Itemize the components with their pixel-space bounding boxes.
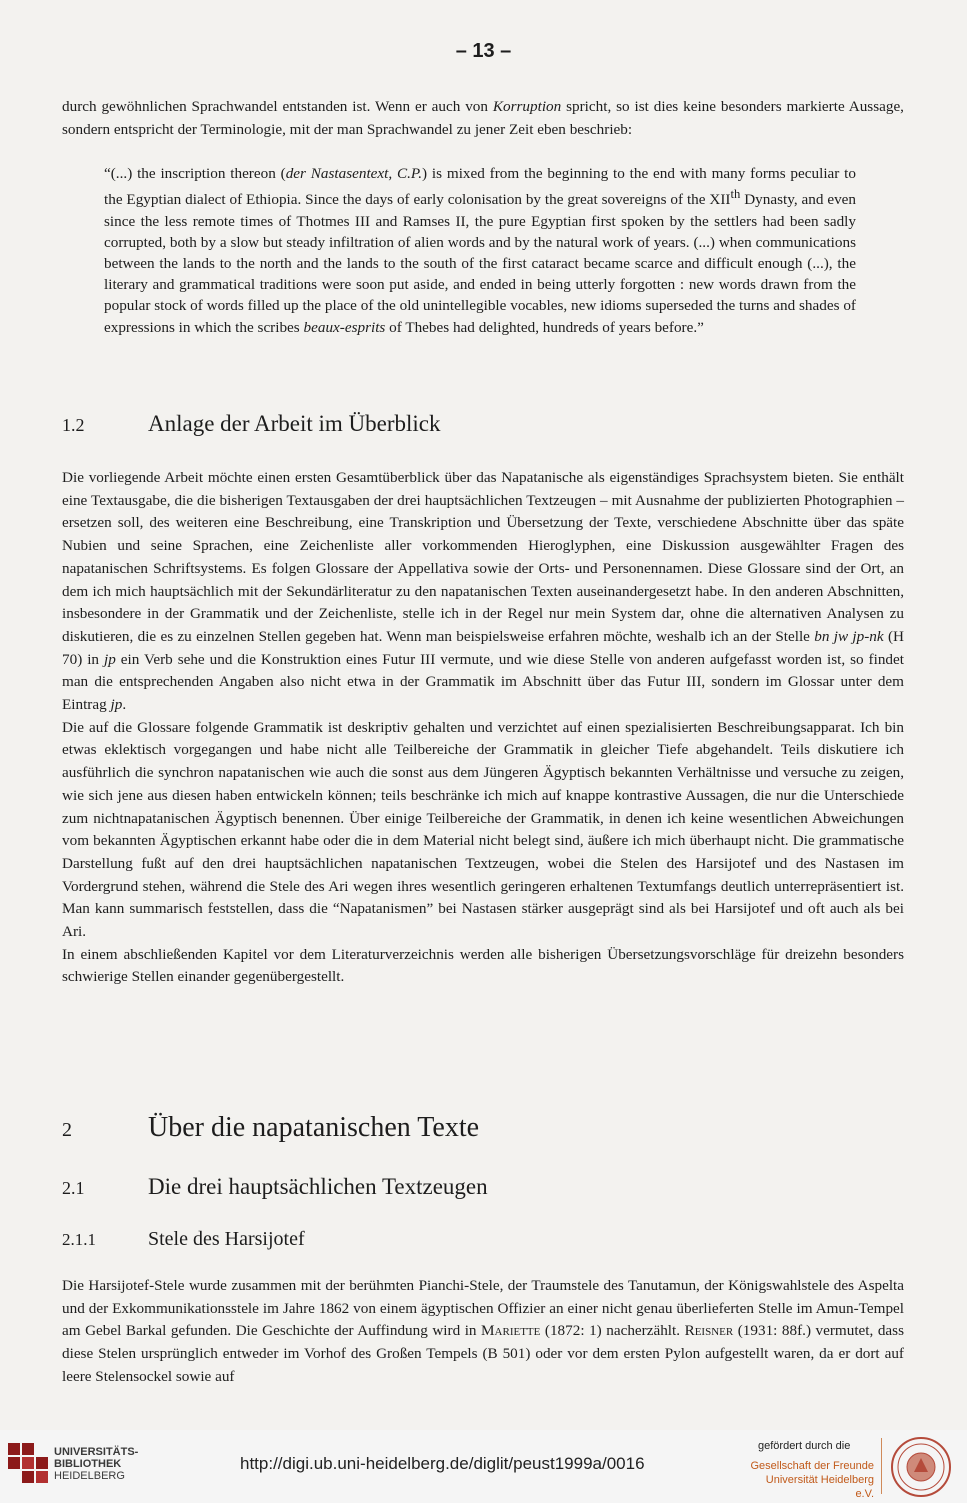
footer-divider [881, 1438, 882, 1494]
section-heading-1-2 [62, 411, 441, 437]
section-title: Die drei hauptsächlichen Textzeugen [148, 1174, 488, 1199]
footer-bar [0, 1430, 967, 1503]
funded-by-label: gefördert durch die [758, 1440, 851, 1452]
chapter-heading-2 [62, 1112, 479, 1144]
section-number: 2.1 [62, 1178, 85, 1198]
society-name: Gesellschaft der Freunde Universität Heidelberg e.V. [750, 1460, 874, 1500]
page-url-link[interactable]: http://digi.ub.uni-heidelberg.de/diglit/peust1999a/0016 [240, 1454, 645, 1473]
paragraph: Die Harsijotef-Stele wurde zusammen mit der berühmten Pianchi-Stele, der Traumstele des Tanutamun, der Königswahlstele des Aspelta und der Exkommunikationsstele im Jahre 1862 von einem ägyptischen Offizier an einer nicht genau überlieferten Stelle im Amun-Tempel am Gebel Barkal gefunden. Die Geschichte der Auffindung wird in Mariette (1872: 1) nacherzählt. Reisner (1931: 88f.) vermutet, dass diese Stelen ursprünglich entweder im Vorhof des Großen Tempels (B 501) oder vor dem ersten Pylon aufgestellt waren, da er dort auf leere Stelensockel sowie auf [62, 1277, 904, 1385]
paragraph-intro: durch gewöhnlichen Sprachwandel entstanden ist. Wenn er auch von Korruption spricht, so ist dies keine besonders markierte Aussage, sondern entspricht der Terminologie, mit der man Sprachwandel zu jener Zeit eben beschrieb: [62, 98, 904, 138]
section-1-2-body [62, 467, 904, 989]
section-title: Stele des Harsijotef [148, 1228, 305, 1250]
section-heading-2-1 [62, 1174, 488, 1200]
chapter-title: Über die napatanischen Texte [148, 1112, 480, 1143]
chapter-number: 2 [62, 1119, 72, 1141]
section-title: Anlage der Arbeit im Überblick [148, 411, 441, 436]
library-logo-icon [8, 1443, 48, 1487]
university-seal-icon [890, 1436, 952, 1498]
library-name: UNIVERSITÄTS- BIBLIOTHEK HEIDELBERG [54, 1446, 139, 1482]
section-number: 1.2 [62, 415, 85, 435]
paragraph: Die vorliegende Arbeit möchte einen ersten Gesamtüberblick über das Napatanische als eigenständiges Sprachsystem bieten. Sie enthält eine Textausgabe, die die bisherigen Textausgaben der drei hauptsächlichen Textzeugen – mit Ausnahme der publizierten Photographien – ersetzen soll, des weiteren eine Beschreibung, eine Transkription und Übersetzung der Texte, verschiedene Abschnitte über das späte Nubien und seine Sprachen, eine Zeichenliste aller vorkommenden Hieroglyphen, eine Diskussion ausgewählter Fragen des napatanischen Schriftsystems. Es folgen Glossare der Appellativa sowie der Orts- und Personennamen. Diese Glossare sind der Ort, an dem ich mich hauptsächlich mit der Sekundärliteratur zu den napatanischen Texten auseinandergesetzt habe. In den anderen Abschnitten, insbesondere in der Grammatik und der Zeichenliste, stelle ich in der Regel nur mein System dar, ohne die alternativen Analysen zu diskutieren, die es zu einzelnen Stellen gegeben hat. Wenn man beispielsweise erfahren möchte, weshalb ich an der Stelle bn jw jp-nk (H 70) in jp ein Verb sehe und die Konstruktion eines Futur III vermute, und wie diese Stelle von anderen aufgefasst worden ist, so findet man die entsprechenden Angaben also nicht etwa in der Grammatik im Abschnitt über das Futur III, sondern im Glossar unter dem Eintrag jp. [62, 469, 904, 714]
page-number: – 13 – [455, 40, 512, 62]
paragraph: In einem abschließenden Kapitel vor dem Literaturverzeichnis werden alle bisherigen Übersetzungsvorschläge für dreizehn besonders schwierige Stellen einander gegenübergestellt. [62, 945, 904, 986]
section-number: 2.1.1 [62, 1230, 96, 1249]
block-quote: “(...) the inscription thereon (der Nastasentext, C.P.) is mixed from the beginning to the end with many forms peculiar to the Egyptian dialect of Ethiopia. Since the days of early colonisation by the great sovereigns of the XIIth Dynasty, and even since the less remote times of Thotmes III and Ramses II, the pure Egyptian first spoken by the settlers had been sadly corrupted, both by a slow but steady infiltration of alien words and by the natural work of years. (...) when communications between the lands to the north and the lands to the south of the first cataract became scarce and difficult enough (...), the literary and grammatical traditions were soon put aside, and ended in being utterly forgotten : new words drawn from the popular stock of words filled up the place of the old unintellegible vocables, new idioms superseded the turns and shades of expressions in which the scribes beaux-esprits of Thebes had delighted, hundreds of years before.” [104, 165, 856, 336]
subsection-heading-2-1-1 [62, 1228, 305, 1251]
paragraph: Die auf die Glossare folgende Grammatik ist deskriptiv gehalten und verzichtet auf einen spezialisierten Beschreibungsapparat. Ich bin etwas eklektisch vorgegangen und habe nicht alle Teilbereiche der Grammatik in gleicher Tiefe abgehandelt. Teils diskutiere ich ausführlich die synchron napatanischen wie auch die sonst aus dem Jüngeren Ägyptisch bekannten Verhältnisse und versuche zu zeigen, wie sich jene aus diesen haben entwickeln können; teils beschränke ich mich auf knappe kontrastive Aussagen, die nur die Unterschiede zum nichtnapatanischen Ägyptisch benennen. Über einige Teilbereiche der Grammatik, in denen ich keine wesentlichen Abweichungen vom bekannten Ägyptischen erkannt habe oder die in dem Material nicht belegt sind, äußere ich mich überhaupt nicht. Die grammatische Darstellung fußt auf den drei hauptsächlichen napatanischen Textzeugen, wobei die Stelen des Harsijotef und des Nastasen im Vordergrund stehen, während die Stele des Ari wegen ihres wesentlich geringeren erhaltenen Textumfangs deutlich unterrepräsentiert ist. Man kann summarisch feststellen, dass die “Napatanismen” bei Nastasen stärker ausgeprägt sind als bei Harsijotef und oft auch als bei Ari. [62, 718, 904, 941]
section-2-1-1-body [62, 1275, 904, 1389]
